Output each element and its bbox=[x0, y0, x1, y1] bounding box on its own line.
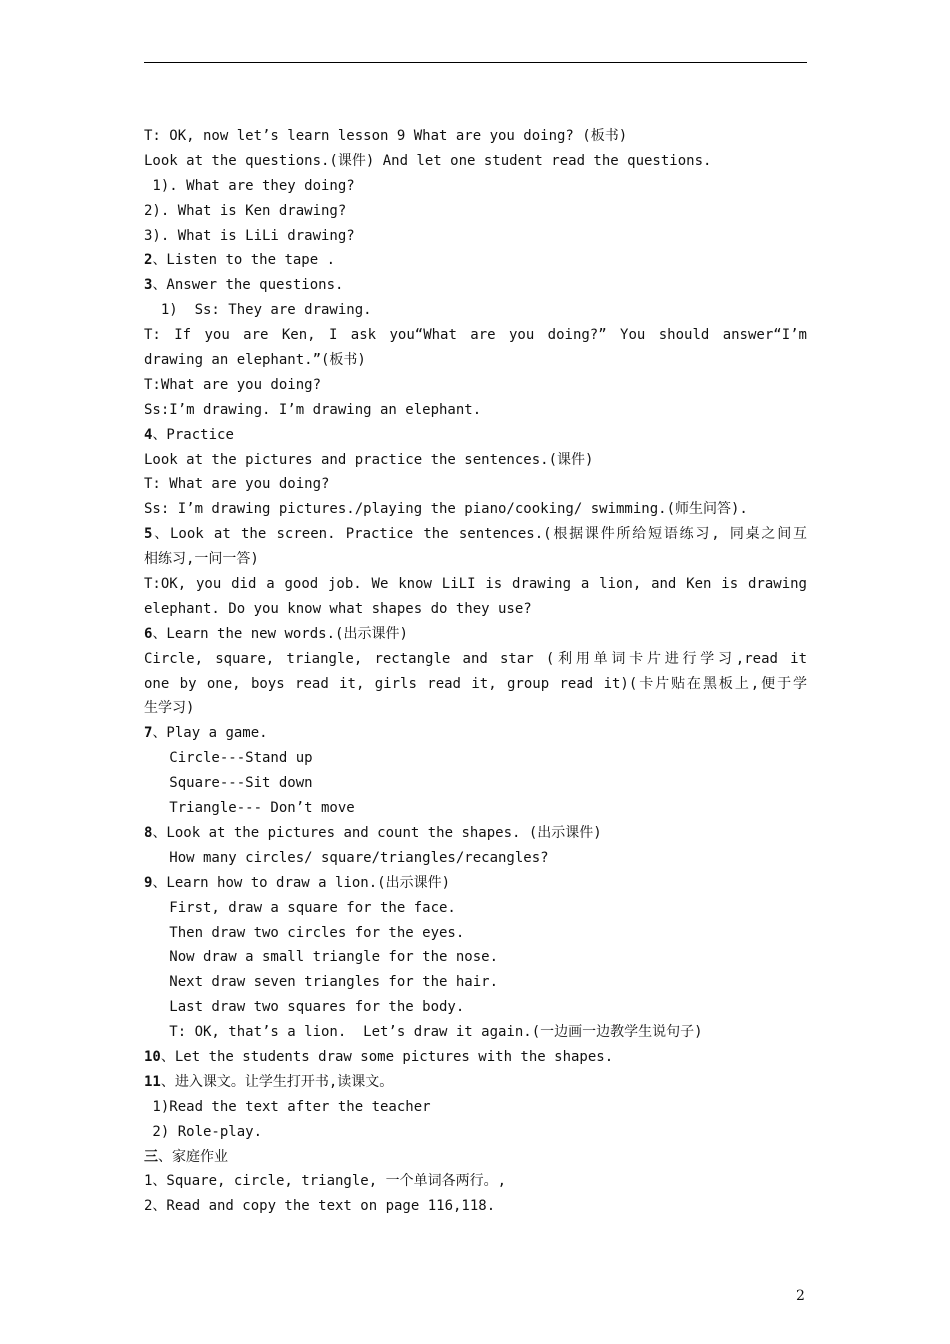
text-line: 相练习,一问一答) bbox=[144, 551, 259, 568]
text-line: Ss:I’m drawing. I’m drawing an elephant. bbox=[144, 401, 482, 418]
text-line: 1、Square, circle, triangle, 一个单词各两行。, bbox=[144, 1173, 507, 1190]
text-line: Ss: I’m drawing pictures./playing the piano/cooking/ swimming.(师生问答). bbox=[144, 501, 748, 518]
page-number: 2 bbox=[796, 1288, 805, 1304]
header-rule bbox=[144, 62, 807, 63]
text-line: T: OK, now let’s learn lesson 9 What are you doing? (板书) bbox=[144, 128, 628, 144]
text-line: How many circles/ square/triangles/recangles? bbox=[144, 849, 549, 866]
text-line: Triangle--- Don’t move bbox=[144, 800, 355, 817]
text-line: 7、Play a game. bbox=[144, 725, 268, 742]
text-line: drawing an elephant.”(板书) bbox=[144, 352, 366, 369]
text-line: Circle---Stand up bbox=[144, 750, 313, 767]
text-line: 10、Let the students draw some pictures with the shapes. bbox=[144, 1048, 614, 1065]
text-line: 1) Ss: They are drawing. bbox=[144, 302, 372, 319]
text-line: 1). What are they doing? bbox=[144, 177, 355, 194]
text-line: 2). What is Ken drawing? bbox=[144, 202, 347, 219]
text-line: Now draw a small triangle for the nose. bbox=[144, 949, 499, 966]
text-line: 8、Look at the pictures and count the shapes. (出示课件) bbox=[144, 824, 602, 841]
text-line: Last draw two squares for the body. bbox=[144, 999, 465, 1016]
text-line: T:What are you doing? bbox=[144, 376, 322, 393]
text-line: T: OK, that’s a lion. Let’s draw it again.(一边画一边教学生说句子) bbox=[144, 1024, 703, 1041]
text-line: elephant. Do you know what shapes do they use? bbox=[144, 600, 532, 617]
text-line: 3、Answer the questions. bbox=[144, 277, 344, 294]
text-line: 1)Read the text after the teacher bbox=[144, 1098, 431, 1115]
text-line: Square---Sit down bbox=[144, 775, 313, 792]
text-line: 9、Learn how to draw a lion.(出示课件) bbox=[144, 874, 451, 891]
text-line: 3). What is LiLi drawing? bbox=[144, 227, 355, 244]
text-line: 三、家庭作业 bbox=[144, 1148, 228, 1165]
text-line: 4、Practice bbox=[144, 426, 234, 443]
text-line: Look at the pictures and practice the sentences.(课件) bbox=[144, 451, 594, 468]
text-line: Next draw seven triangles for the hair. bbox=[144, 974, 499, 991]
text-line: T: If you are Ken, I ask you“What are you doing?” You should answer“I’m bbox=[144, 327, 807, 344]
text-line: 2) Role-play. bbox=[144, 1123, 263, 1140]
text-line: T:OK, you did a good job. We know LiLI is drawing a lion, and Ken is drawing bbox=[144, 576, 807, 593]
text-line: Then draw two circles for the eyes. bbox=[144, 924, 465, 941]
text-line: 生学习) bbox=[144, 700, 195, 717]
text-line: 2、Listen to the tape . bbox=[144, 252, 336, 269]
document-body bbox=[144, 124, 807, 1219]
text-line: Circle, square, triangle, rectangle and star (利用单词卡片进行学习,read it bbox=[144, 650, 807, 667]
text-line: 6、Learn the new words.(出示课件) bbox=[144, 625, 408, 642]
text-line: one by one, boys read it, girls read it, group read it)(卡片贴在黑板上,便于学 bbox=[144, 675, 807, 692]
text-line: T: What are you doing? bbox=[144, 476, 330, 493]
text-line: 2、Read and copy the text on page 116,118. bbox=[144, 1198, 496, 1215]
text-line: Look at the questions.(课件) And let one student read the questions. bbox=[144, 152, 712, 169]
text-line: 11、进入课文。让学生打开书,读课文。 bbox=[144, 1073, 394, 1090]
text-line: 5、Look at the screen. Practice the sentences.(根据课件所给短语练习, 同桌之间互 bbox=[144, 526, 807, 543]
text-line: First, draw a square for the face. bbox=[144, 899, 456, 916]
